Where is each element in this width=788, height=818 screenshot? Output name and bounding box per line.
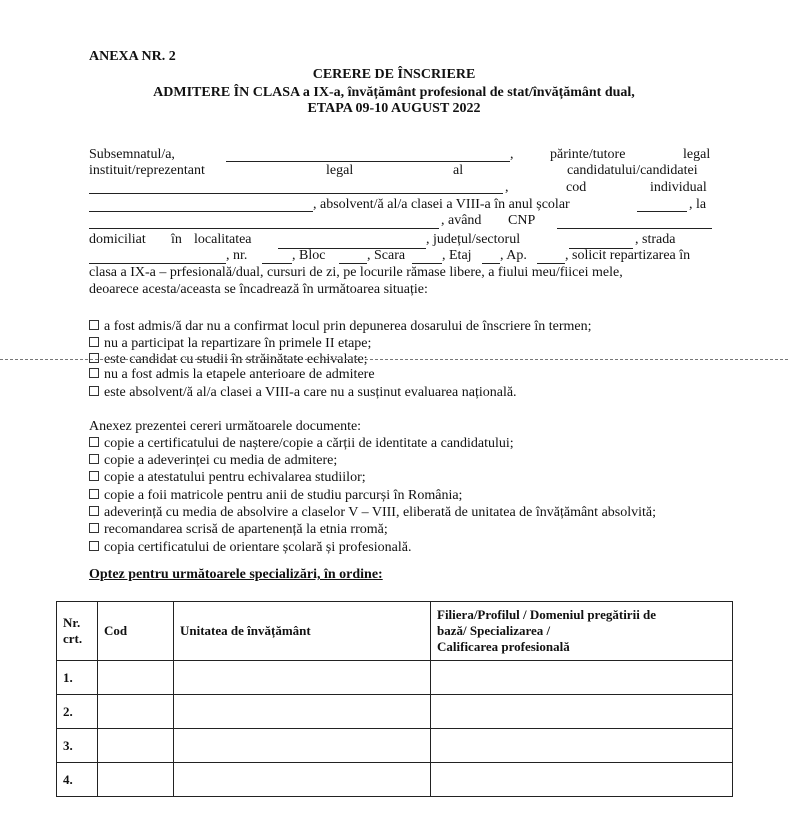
checkbox[interactable] <box>89 489 99 499</box>
unit-cell[interactable] <box>174 763 431 797</box>
cod-cell[interactable] <box>98 729 174 763</box>
label-individual: individual <box>650 180 707 195</box>
label-cod: cod <box>566 180 587 195</box>
specialization-cell[interactable] <box>431 729 733 763</box>
header-unitate: Unitatea de învățământ <box>174 602 431 661</box>
cod-cell[interactable] <box>98 763 174 797</box>
specialization-cell[interactable] <box>431 695 733 729</box>
unit-cell[interactable] <box>174 695 431 729</box>
header-cod: Cod <box>98 602 174 661</box>
label-etaj: , Etaj <box>442 248 472 263</box>
checkbox[interactable] <box>89 454 99 464</box>
document-option[interactable] <box>89 470 366 486</box>
apartment-field[interactable] <box>537 251 565 264</box>
floor-field[interactable] <box>482 251 500 264</box>
checkbox[interactable] <box>89 368 99 378</box>
checkbox[interactable] <box>89 506 99 516</box>
stair-field[interactable] <box>412 251 442 264</box>
situation-option[interactable] <box>89 385 517 401</box>
document-label: adeverință cu media de absolvire a claselor V – VIII, eliberată de unitatea de învățământ absolvită; <box>104 505 657 520</box>
specialization-cell[interactable] <box>431 763 733 797</box>
document-option[interactable] <box>89 540 411 556</box>
document-option[interactable] <box>89 522 388 538</box>
label-judetul: , județul/sectorul <box>426 232 521 247</box>
form-stage: ETAPA 09-10 AUGUST 2022 <box>307 101 481 116</box>
number-field[interactable] <box>262 251 292 264</box>
document-label: copie a certificatului de naștere/copie a cărții de identitate a candidatului; <box>104 436 514 451</box>
table-row <box>57 729 733 763</box>
label-subsemnatul: Subsemnatul/a, <box>89 147 175 162</box>
specializations-table <box>56 601 733 797</box>
comma: , <box>505 180 509 195</box>
label-la: , la <box>689 197 707 212</box>
table-row <box>57 661 733 695</box>
label-localitatea: localitatea <box>194 232 252 247</box>
situation-option[interactable] <box>89 336 371 352</box>
annex-number: ANEXA NR. 2 <box>89 49 176 64</box>
document-label: copie a adeverinței cu media de admitere; <box>104 453 338 468</box>
documents-intro: Anexez prezentei cereri următoarele documente: <box>89 419 362 434</box>
request-text-line2: deoarece acesta/aceasta se încadrează în următoarea situație: <box>89 282 428 297</box>
table-header-row <box>57 602 733 661</box>
situation-option[interactable] <box>89 367 375 383</box>
school-year-field[interactable] <box>637 199 687 212</box>
header-nr <box>57 602 98 661</box>
label-cnp: CNP <box>508 213 536 228</box>
label-domiciliat: domiciliat <box>89 232 146 247</box>
comma: , <box>510 147 514 162</box>
situation-label: este absolvent/ă al/a clasei a VIII-a care nu a susținut evaluarea națională. <box>104 385 517 400</box>
document-label: copie a atestatului pentru echivalarea studiilor; <box>104 470 366 485</box>
situation-label: este candidat cu studii în străinătate echivalate; <box>104 352 368 367</box>
form-title: CERERE DE ÎNSCRIERE <box>312 67 476 82</box>
label-in: în <box>171 232 182 247</box>
document-option[interactable] <box>89 505 656 521</box>
label-ap: , Ap. <box>500 248 527 263</box>
header-filiera <box>431 602 733 661</box>
situation-label: a fost admis/ă dar nu a confirmat locul prin depunerea dosarului de înscriere în termen; <box>104 319 592 334</box>
row-number: 4. <box>57 763 98 797</box>
row-number: 3. <box>57 729 98 763</box>
document-label: recomandarea scrisă de apartenență la etnia rromă; <box>104 522 388 537</box>
request-text-line1: clasa a IX-a – prfesională/dual, cursuri de zi, pe locurile rămase libere, a fiului meu/fiicei mele, <box>89 265 623 280</box>
label-legal-2: legal <box>326 163 354 178</box>
school-field[interactable] <box>89 216 439 229</box>
document-option[interactable] <box>89 453 337 469</box>
checkbox[interactable] <box>89 320 99 330</box>
checkbox[interactable] <box>89 353 99 363</box>
label-candidatului: candidatului/candidatei <box>567 163 698 178</box>
header-nr-line1: Nr. <box>63 615 81 630</box>
cod-cell[interactable] <box>98 661 174 695</box>
checkbox[interactable] <box>89 386 99 396</box>
header-filiera-line3: Calificarea profesională <box>437 639 570 654</box>
label-al: al <box>453 163 464 178</box>
header-filiera-line2: bază/ Specializarea / <box>437 623 551 638</box>
situation-option[interactable] <box>89 352 368 368</box>
document-label: copia certificatului de orientare școlară și profesională. <box>104 540 412 555</box>
unit-cell[interactable] <box>174 729 431 763</box>
checkbox[interactable] <box>89 541 99 551</box>
checkbox[interactable] <box>89 471 99 481</box>
header-filiera-line1: Filiera/Profilul / Domeniul pregătirii de <box>437 607 657 622</box>
checkbox[interactable] <box>89 523 99 533</box>
label-parinte: părinte/tutore <box>550 147 626 162</box>
label-bloc: , Bloc <box>292 248 326 263</box>
label-nr: , nr. <box>226 248 248 263</box>
header-nr-line2: crt. <box>63 631 83 646</box>
row-number: 2. <box>57 695 98 729</box>
form-subtitle: ADMITERE ÎN CLASA a IX-a, învățământ profesional de stat/învățământ dual, <box>153 85 635 100</box>
checkbox[interactable] <box>89 337 99 347</box>
individual-code-field[interactable] <box>89 199 313 212</box>
table-row <box>57 695 733 729</box>
table-row <box>57 763 733 797</box>
specialization-cell[interactable] <box>431 661 733 695</box>
fold-divider <box>0 359 788 360</box>
label-instituit: instituit/reprezentant <box>89 163 205 178</box>
unit-cell[interactable] <box>174 661 431 695</box>
label-avand: , având <box>441 213 482 228</box>
name-field[interactable] <box>226 149 510 162</box>
cod-cell[interactable] <box>98 695 174 729</box>
document-label: copie a foii matricole pentru anii de studiu parcurși în România; <box>104 488 463 503</box>
situation-option[interactable] <box>89 319 592 335</box>
options-heading: Optez pentru următoarele specializări, în ordine: <box>89 567 383 582</box>
document-option[interactable] <box>89 436 514 452</box>
label-absolvent: , absolvent/ă al/a clasei a VIII-a în anul școlar <box>313 197 570 212</box>
label-solicit: , solicit repartizarea în <box>565 248 691 263</box>
label-legal: legal <box>683 147 711 162</box>
candidate-name-field[interactable] <box>89 181 503 194</box>
street-field[interactable] <box>89 251 226 264</box>
checkbox[interactable] <box>89 437 99 447</box>
document-option[interactable] <box>89 488 462 504</box>
block-field[interactable] <box>339 251 367 264</box>
label-scara: , Scara <box>367 248 406 263</box>
cnp-field[interactable] <box>557 216 712 229</box>
label-strada: , strada <box>635 232 676 247</box>
situation-label: nu a participat la repartizare în primele II etape; <box>104 336 372 351</box>
row-number: 1. <box>57 661 98 695</box>
situation-label: nu a fost admis la etapele anterioare de admitere <box>104 367 375 382</box>
